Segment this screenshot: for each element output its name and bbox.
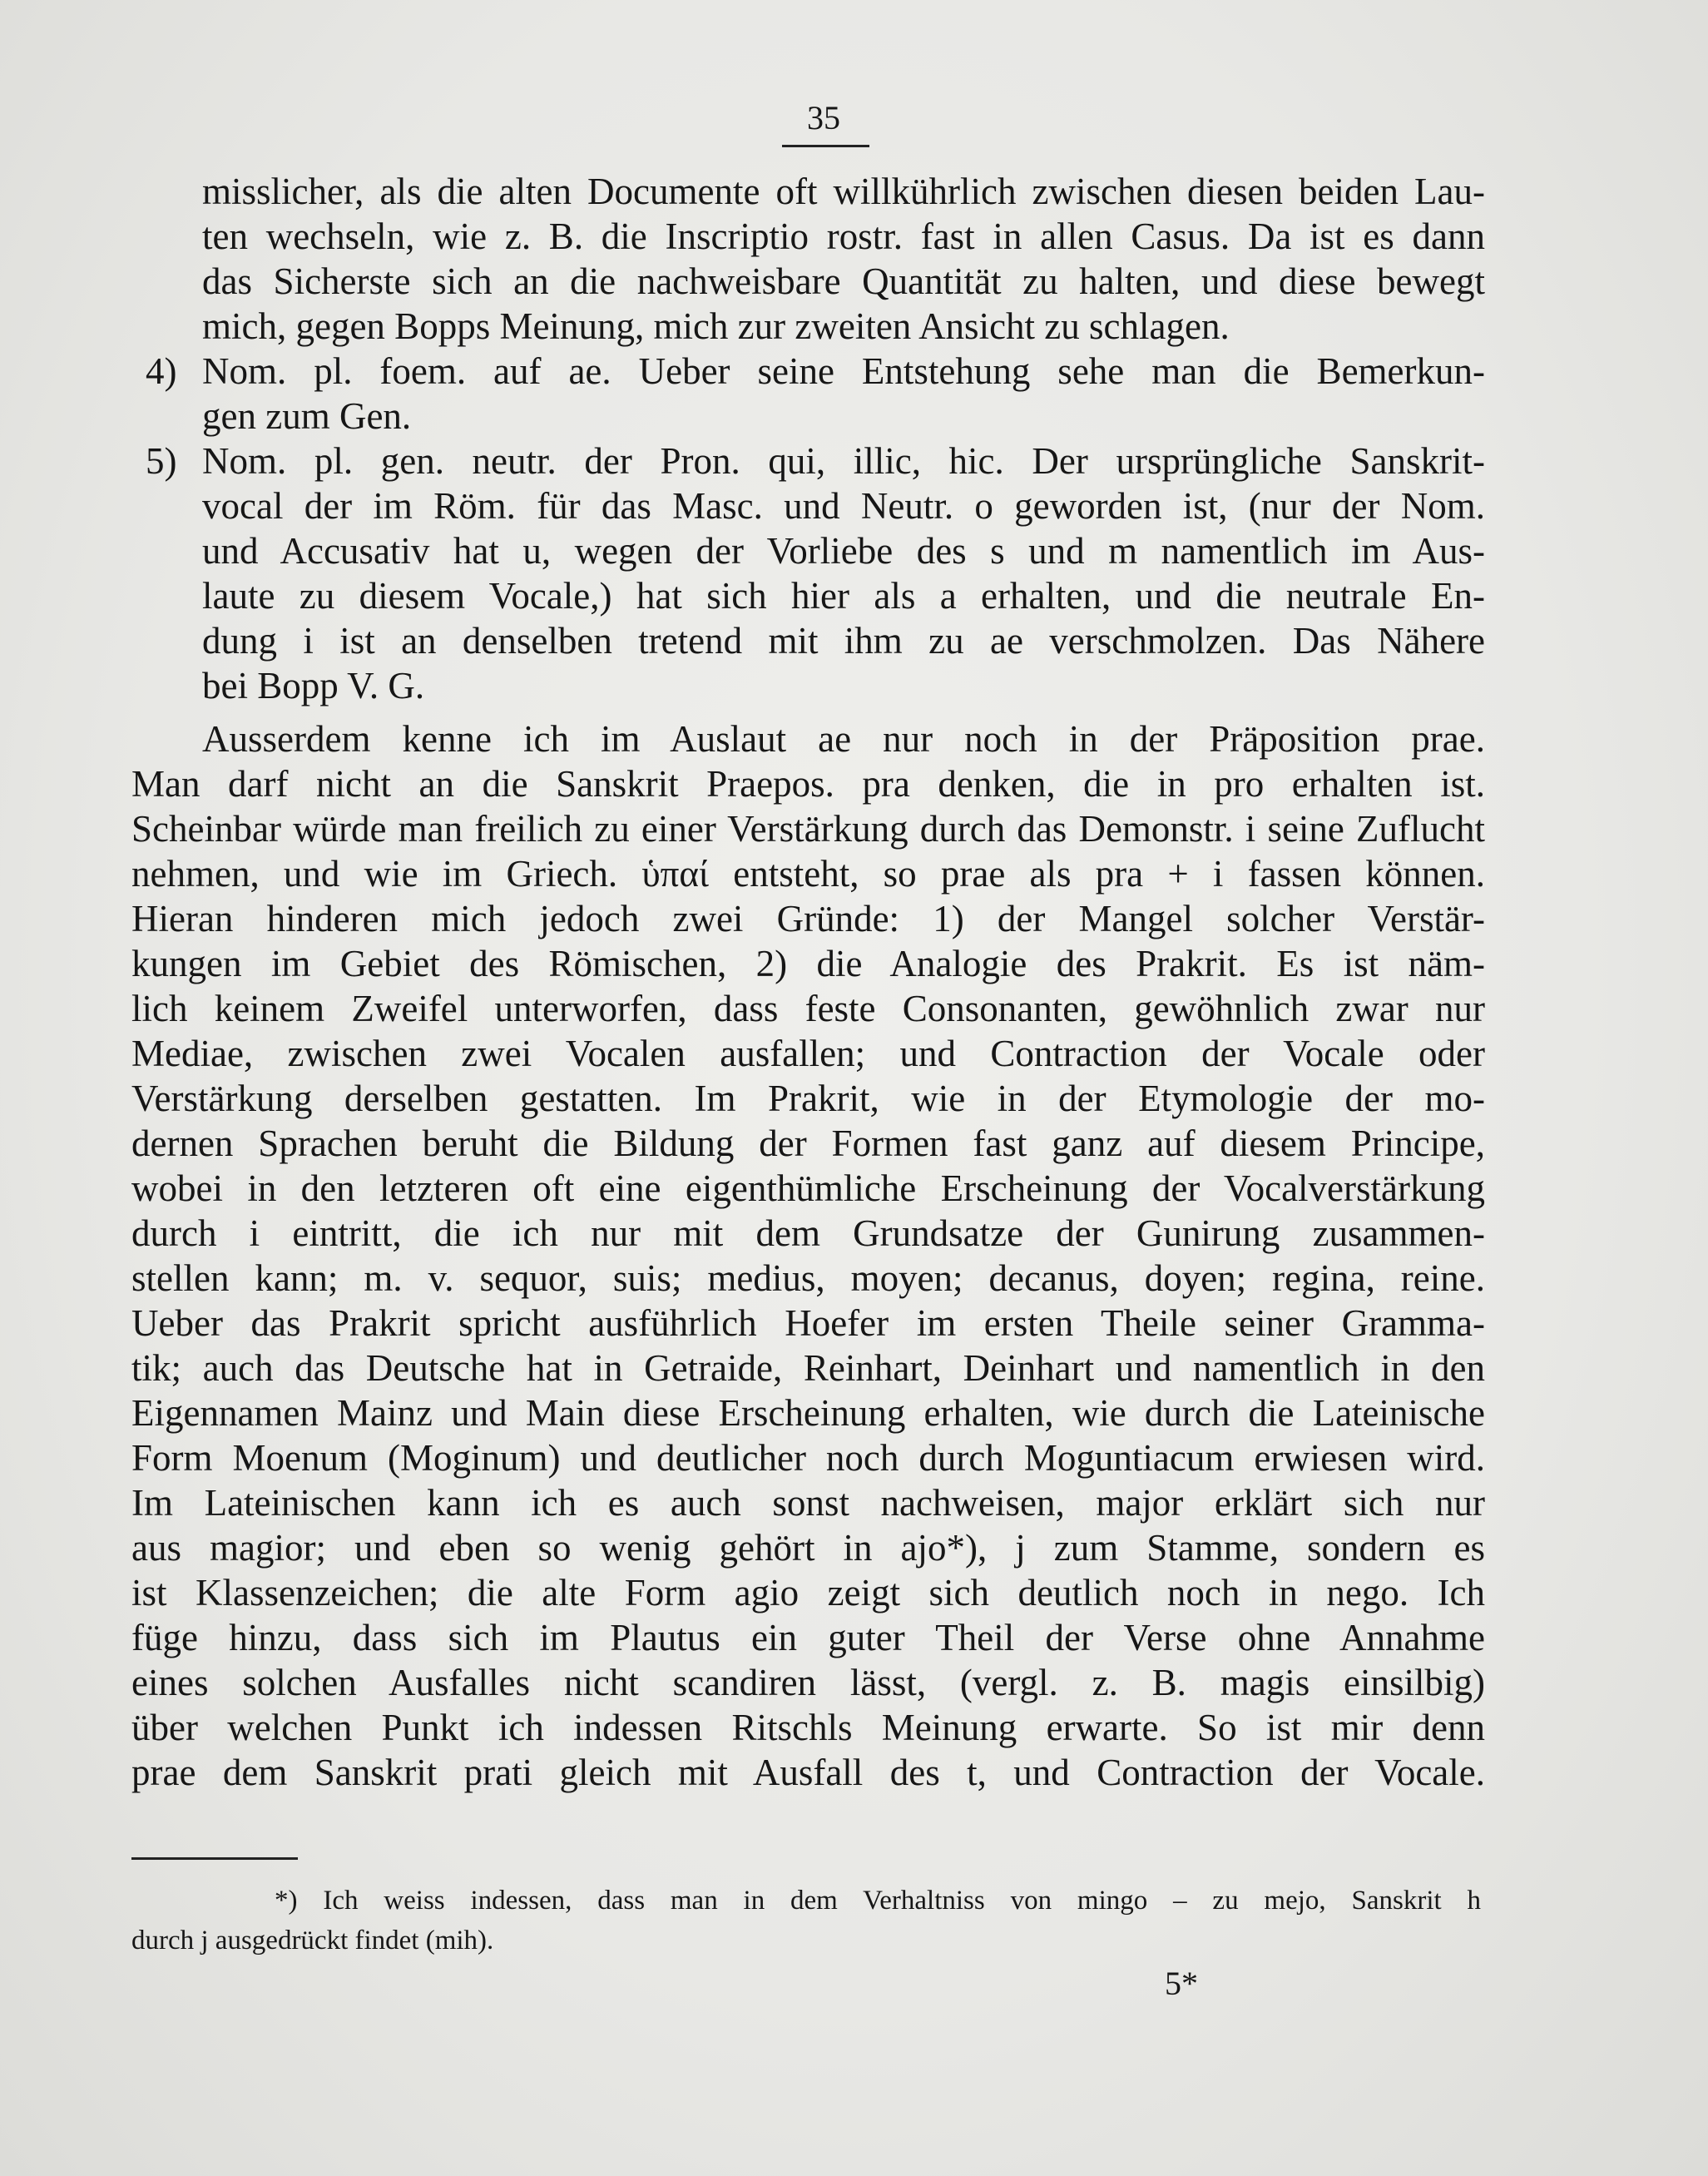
text-line: stellen kann; m. v. sequor, suis; medius, moyen; decanus, doyen; regina, reine. [131,1257,1485,1299]
text-line: aus magior; und eben so wenig gehört in ajo*), j zum Stamme, sondern es [131,1527,1485,1569]
text-line: kungen im Gebiet des Römischen, 2) die Analogie des Prakrit. Es ist näm- [131,943,1485,984]
text-line: dernen Sprachen beruht die Bildung der Formen fast ganz auf diesem Principe, [131,1123,1485,1164]
text-line: mich, gegen Bopps Meinung, mich zur zweiten Ansicht zu schlagen. [202,305,1230,347]
header-rule [782,145,869,147]
footnote-rule [131,1857,298,1860]
text-line: das Sicherste sich an die nachweisbare Quantität zu halten, und diese bewegt [202,260,1485,302]
text-line: Man darf nicht an die Sanskrit Praepos. pra denken, die in pro erhalten ist. [131,763,1485,805]
text-line: prae dem Sanskrit prati gleich mit Ausfall des t, und Contraction der Vocale. [131,1752,1485,1793]
text-line: und Accusativ hat u, wegen der Vorliebe des s und m namentlich im Aus- [202,530,1485,572]
text-line: wobei in den letzteren oft eine eigenthümliche Erscheinung der Vocalverstärkung [131,1167,1485,1209]
text-line: Eigennamen Mainz und Main diese Erscheinung erhalten, wie durch die Lateinische [131,1392,1485,1434]
text-line: vocal der im Röm. für das Masc. und Neutr. o geworden ist, (nur der Nom. [202,485,1485,527]
text-line: lich keinem Zweifel unterworfen, dass feste Consonanten, gewöhnlich zwar nur [131,988,1485,1029]
footnote-line: durch j ausgedrückt findet (mih). [131,1926,494,1955]
text-line: Mediae, zwischen zwei Vocalen ausfallen; und Contraction der Vocale oder [131,1033,1485,1074]
text-line: Form Moenum (Moginum) und deutlicher noch durch Moguntiacum erwiesen wird. [131,1437,1485,1479]
text-line: Im Lateinischen kann ich es auch sonst nachweisen, major erklärt sich nur [131,1482,1485,1524]
text-line: Verstärkung derselben gestatten. Im Prakrit, wie in der Etymologie der mo- [131,1078,1485,1119]
text-line: durch i eintritt, die ich nur mit dem Grundsatze der Gunirung zusammen- [131,1212,1485,1254]
text-line: Hieran hinderen mich jedoch zwei Gründe: 1) der Mangel solcher Verstär- [131,898,1485,939]
list-marker: 4) [146,350,177,392]
text-line: tik; auch das Deutsche hat in Getraide, Reinhart, Deinhart und namentlich in den [131,1347,1485,1389]
text-line: eines solchen Ausfalles nicht scandiren lässt, (vergl. z. B. magis einsilbig) [131,1662,1485,1703]
text-line: ten wechseln, wie z. B. die Inscriptio rostr. fast in allen Casus. Da ist es dann [202,216,1485,257]
text-line: Nom. pl. gen. neutr. der Pron. qui, illic, hic. Der ursprüngliche Sanskrit- [202,440,1485,482]
text-line: ist Klassenzeichen; die alte Form agio zeigt sich deutlich noch in nego. Ich [131,1572,1485,1613]
text-line: über welchen Punkt ich indessen Ritschls Meinung erwarte. So ist mir denn [131,1707,1485,1748]
text-line: Ausserdem kenne ich im Auslaut ae nur noch in der Präposition prae. [202,718,1485,760]
text-line: gen zum Gen. [202,395,412,437]
list-marker: 5) [146,440,177,482]
text-line: Nom. pl. foem. auf ae. Ueber seine Entstehung sehe man die Bemerkun- [202,350,1485,392]
text-line: füge hinzu, dass sich im Plautus ein guter Theil der Verse ohne Annahme [131,1617,1485,1658]
text-line: dung i ist an denselben tretend mit ihm zu ae verschmolzen. Das Nähere [202,620,1485,662]
text-line: laute zu diesem Vocale,) hat sich hier als a erhalten, und die neutrale En- [202,575,1485,617]
text-line: bei Bopp V. G. [202,665,425,706]
text-line: Scheinbar würde man freilich zu einer Verstärkung durch das Demonstr. i seine Zuflucht [131,808,1485,850]
page-number: 35 [807,99,840,136]
text-line: Ueber das Prakrit spricht ausführlich Hoefer im ersten Theile seiner Gramma- [131,1302,1485,1344]
footnote-line: *) Ich weiss indessen, dass man in dem Verhaltniss von mingo – zu mejo, Sanskrit h [275,1886,1481,1916]
text-line: nehmen, und wie im Griech. ὑπαί entsteht, so prae als pra + i fassen können. [131,853,1485,895]
signature-mark: 5* [1165,1965,1198,2002]
text-line: misslicher, als die alten Documente oft willkührlich zwischen diesen beiden Lau- [202,171,1485,212]
